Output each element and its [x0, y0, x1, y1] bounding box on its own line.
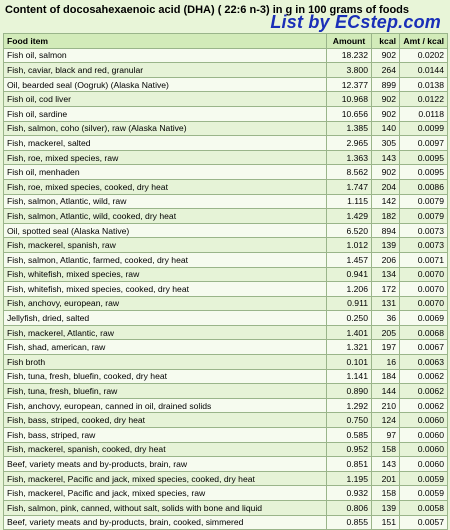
amount-cell: 0.941	[327, 267, 372, 282]
table-row	[4, 515, 448, 530]
kcal-cell: 151	[372, 515, 400, 530]
table-row	[4, 136, 448, 151]
table-row	[4, 194, 448, 209]
table-row	[4, 150, 448, 165]
amt-per-kcal-cell: 0.0073	[400, 238, 448, 253]
amount-cell: 0.911	[327, 296, 372, 311]
food-item-cell[interactable]: Fish, roe, mixed species, raw	[4, 150, 327, 165]
food-item-cell[interactable]: Fish, anchovy, european, raw	[4, 296, 327, 311]
amt-per-kcal-cell: 0.0095	[400, 150, 448, 165]
amt-per-kcal-cell: 0.0060	[400, 413, 448, 428]
amt-per-kcal-cell: 0.0086	[400, 179, 448, 194]
amt-per-kcal-cell: 0.0057	[400, 515, 448, 530]
kcal-cell: 172	[372, 282, 400, 297]
kcal-cell: 144	[372, 384, 400, 399]
food-item-cell[interactable]: Fish, salmon, pink, canned, without salt, solids with bone and liquid	[4, 501, 327, 516]
kcal-cell: 305	[372, 136, 400, 151]
kcal-cell: 197	[372, 340, 400, 355]
table-row	[4, 384, 448, 399]
food-item-cell[interactable]: Fish, tuna, fresh, bluefin, raw	[4, 384, 327, 399]
amount-cell: 1.747	[327, 179, 372, 194]
amount-cell: 1.457	[327, 252, 372, 267]
food-item-cell[interactable]: Fish, mackerel, Atlantic, raw	[4, 325, 327, 340]
amount-cell: 1.115	[327, 194, 372, 209]
food-item-cell[interactable]: Fish, whitefish, mixed species, raw	[4, 267, 327, 282]
table-row	[4, 325, 448, 340]
kcal-cell: 124	[372, 413, 400, 428]
column-header-food-item[interactable]: Food item	[4, 34, 327, 49]
amt-per-kcal-cell: 0.0202	[400, 48, 448, 63]
food-item-cell[interactable]: Jellyfish, dried, salted	[4, 311, 327, 326]
amt-per-kcal-cell: 0.0058	[400, 501, 448, 516]
amount-cell: 1.385	[327, 121, 372, 136]
site-brand-link[interactable]: List by ECstep.com	[270, 12, 441, 32]
food-item-cell[interactable]: Fish oil, salmon	[4, 48, 327, 63]
page-header	[3, 2, 447, 33]
food-item-cell[interactable]: Fish, anchovy, european, canned in oil, drained solids	[4, 398, 327, 413]
amount-cell: 0.952	[327, 442, 372, 457]
column-header-amt-per-kcal[interactable]: Amt / kcal	[400, 34, 448, 49]
amount-cell: 1.141	[327, 369, 372, 384]
food-item-cell[interactable]: Fish, salmon, Atlantic, wild, cooked, dry heat	[4, 209, 327, 224]
amount-cell: 1.363	[327, 150, 372, 165]
kcal-cell: 899	[372, 77, 400, 92]
amt-per-kcal-cell: 0.0097	[400, 136, 448, 151]
table-row	[4, 369, 448, 384]
food-table	[3, 33, 448, 530]
amt-per-kcal-cell: 0.0079	[400, 194, 448, 209]
kcal-cell: 36	[372, 311, 400, 326]
food-item-cell[interactable]: Beef, variety meats and by-products, brain, raw	[4, 457, 327, 472]
table-row	[4, 471, 448, 486]
food-item-cell[interactable]: Fish, salmon, coho (silver), raw (Alaska Native)	[4, 121, 327, 136]
table-row	[4, 413, 448, 428]
table-row	[4, 165, 448, 180]
amount-cell: 1.206	[327, 282, 372, 297]
table-row	[4, 238, 448, 253]
amt-per-kcal-cell: 0.0060	[400, 457, 448, 472]
amount-cell: 0.855	[327, 515, 372, 530]
food-item-cell[interactable]: Fish, salmon, Atlantic, wild, raw	[4, 194, 327, 209]
kcal-cell: 143	[372, 150, 400, 165]
amount-cell: 10.656	[327, 106, 372, 121]
amount-cell: 1.195	[327, 471, 372, 486]
kcal-cell: 142	[372, 194, 400, 209]
kcal-cell: 134	[372, 267, 400, 282]
table-row	[4, 92, 448, 107]
amt-per-kcal-cell: 0.0118	[400, 106, 448, 121]
food-item-cell[interactable]: Fish oil, menhaden	[4, 165, 327, 180]
kcal-cell: 140	[372, 121, 400, 136]
food-item-cell[interactable]: Fish, caviar, black and red, granular	[4, 63, 327, 78]
table-row	[4, 428, 448, 443]
table-header-row	[4, 34, 448, 49]
amount-cell: 0.932	[327, 486, 372, 501]
amount-cell: 10.968	[327, 92, 372, 107]
amt-per-kcal-cell: 0.0070	[400, 267, 448, 282]
amt-per-kcal-cell: 0.0059	[400, 471, 448, 486]
table-row	[4, 121, 448, 136]
table-row	[4, 252, 448, 267]
table-row	[4, 398, 448, 413]
table-row	[4, 223, 448, 238]
table-row	[4, 282, 448, 297]
food-item-cell[interactable]: Fish, mackerel, salted	[4, 136, 327, 151]
kcal-cell: 264	[372, 63, 400, 78]
amt-per-kcal-cell: 0.0079	[400, 209, 448, 224]
table-row	[4, 209, 448, 224]
amt-per-kcal-cell: 0.0144	[400, 63, 448, 78]
amount-cell: 12.377	[327, 77, 372, 92]
food-item-cell[interactable]: Fish, whitefish, mixed species, cooked, dry heat	[4, 282, 327, 297]
amt-per-kcal-cell: 0.0070	[400, 296, 448, 311]
amt-per-kcal-cell: 0.0073	[400, 223, 448, 238]
amount-cell: 0.806	[327, 501, 372, 516]
amt-per-kcal-cell: 0.0068	[400, 325, 448, 340]
table-header	[4, 34, 448, 49]
kcal-cell: 201	[372, 471, 400, 486]
amt-per-kcal-cell: 0.0069	[400, 311, 448, 326]
amount-cell: 18.232	[327, 48, 372, 63]
food-item-cell[interactable]: Oil, bearded seal (Oogruk) (Alaska Native)	[4, 77, 327, 92]
amount-cell: 2.965	[327, 136, 372, 151]
amt-per-kcal-cell: 0.0062	[400, 369, 448, 384]
table-row	[4, 296, 448, 311]
table-row	[4, 311, 448, 326]
kcal-cell: 204	[372, 179, 400, 194]
amt-per-kcal-cell: 0.0095	[400, 165, 448, 180]
amount-cell: 0.585	[327, 428, 372, 443]
table-row	[4, 340, 448, 355]
kcal-cell: 139	[372, 238, 400, 253]
amt-per-kcal-cell: 0.0062	[400, 384, 448, 399]
amt-per-kcal-cell: 0.0059	[400, 486, 448, 501]
amount-cell: 0.750	[327, 413, 372, 428]
table-row	[4, 77, 448, 92]
amount-cell: 1.321	[327, 340, 372, 355]
food-item-cell[interactable]: Fish oil, sardine	[4, 106, 327, 121]
table-row	[4, 501, 448, 516]
column-header-amount[interactable]: Amount	[327, 34, 372, 49]
kcal-cell: 902	[372, 106, 400, 121]
food-item-cell[interactable]: Fish, shad, american, raw	[4, 340, 327, 355]
food-item-cell[interactable]: Fish, bass, striped, cooked, dry heat	[4, 413, 327, 428]
amt-per-kcal-cell: 0.0070	[400, 282, 448, 297]
kcal-cell: 182	[372, 209, 400, 224]
food-item-cell[interactable]: Oil, spotted seal (Alaska Native)	[4, 223, 327, 238]
kcal-cell: 206	[372, 252, 400, 267]
table-row	[4, 457, 448, 472]
kcal-cell: 902	[372, 92, 400, 107]
kcal-cell: 16	[372, 355, 400, 370]
amount-cell: 0.851	[327, 457, 372, 472]
amt-per-kcal-cell: 0.0099	[400, 121, 448, 136]
table-row	[4, 486, 448, 501]
amt-per-kcal-cell: 0.0138	[400, 77, 448, 92]
food-item-cell[interactable]: Fish, mackerel, Pacific and jack, mixed species, raw	[4, 486, 327, 501]
kcal-cell: 158	[372, 442, 400, 457]
table-body	[4, 48, 448, 530]
food-item-cell[interactable]: Fish, tuna, fresh, bluefin, cooked, dry heat	[4, 369, 327, 384]
table-row	[4, 179, 448, 194]
table-row	[4, 442, 448, 457]
kcal-cell: 143	[372, 457, 400, 472]
table-row	[4, 63, 448, 78]
kcal-cell: 894	[372, 223, 400, 238]
table-row	[4, 106, 448, 121]
amt-per-kcal-cell: 0.0071	[400, 252, 448, 267]
table-row	[4, 267, 448, 282]
table-row	[4, 48, 448, 63]
kcal-cell: 210	[372, 398, 400, 413]
amount-cell: 1.429	[327, 209, 372, 224]
amount-cell: 1.012	[327, 238, 372, 253]
food-item-cell[interactable]: Beef, variety meats and by-products, brain, cooked, simmered	[4, 515, 327, 530]
kcal-cell: 97	[372, 428, 400, 443]
kcal-cell: 902	[372, 165, 400, 180]
amount-cell: 6.520	[327, 223, 372, 238]
page-title: Content of docosahexaenoic acid (DHA) ( 22:6 n-3) in g in 100 grams of foods	[5, 4, 409, 16]
amt-per-kcal-cell: 0.0063	[400, 355, 448, 370]
amt-per-kcal-cell: 0.0062	[400, 398, 448, 413]
amount-cell: 1.292	[327, 398, 372, 413]
amt-per-kcal-cell: 0.0067	[400, 340, 448, 355]
amt-per-kcal-cell: 0.0060	[400, 442, 448, 457]
food-item-cell[interactable]: Fish, bass, striped, raw	[4, 428, 327, 443]
food-item-cell[interactable]: Fish, mackerel, spanish, raw	[4, 238, 327, 253]
food-item-cell[interactable]: Fish, mackerel, Pacific and jack, mixed species, cooked, dry heat	[4, 471, 327, 486]
amount-cell: 8.562	[327, 165, 372, 180]
amt-per-kcal-cell: 0.0060	[400, 428, 448, 443]
amount-cell: 0.890	[327, 384, 372, 399]
amount-cell: 3.800	[327, 63, 372, 78]
food-item-cell[interactable]: Fish broth	[4, 355, 327, 370]
kcal-cell: 184	[372, 369, 400, 384]
table-row	[4, 355, 448, 370]
kcal-cell: 205	[372, 325, 400, 340]
amount-cell: 0.250	[327, 311, 372, 326]
amt-per-kcal-cell: 0.0122	[400, 92, 448, 107]
column-header-kcal[interactable]: kcal	[372, 34, 400, 49]
kcal-cell: 158	[372, 486, 400, 501]
kcal-cell: 902	[372, 48, 400, 63]
kcal-cell: 139	[372, 501, 400, 516]
kcal-cell: 131	[372, 296, 400, 311]
amount-cell: 1.401	[327, 325, 372, 340]
food-item-cell[interactable]: Fish, roe, mixed species, cooked, dry heat	[4, 179, 327, 194]
food-item-cell[interactable]: Fish, mackerel, spanish, cooked, dry heat	[4, 442, 327, 457]
food-item-cell[interactable]: Fish, salmon, Atlantic, farmed, cooked, dry heat	[4, 252, 327, 267]
amount-cell: 0.101	[327, 355, 372, 370]
food-item-cell[interactable]: Fish oil, cod liver	[4, 92, 327, 107]
